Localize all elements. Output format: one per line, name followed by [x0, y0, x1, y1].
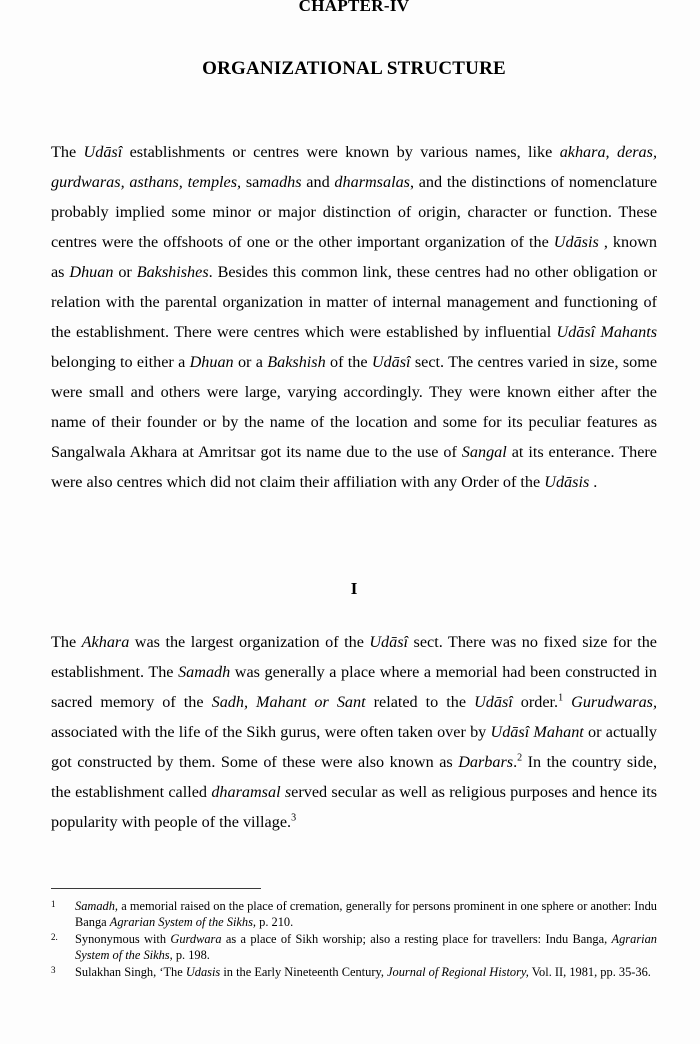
footnote-marker: 2. [51, 931, 58, 942]
section-one-paragraph: The Akhara was the largest organization of the Udāsî sect. There was no fixed size for the establishment. The Samadh was generally a place where a memorial had been constructed in sacred memory of the Sadh, Mahant or Sant related to the Udāsî order.$^1$ Gurudwaras, associated with the life of the Sikh gurus, were often taken over by Udāsî Mahant or actually got constructed by them. Some of these were also known as Darbars.$^2$ In the country side, the establishment called dharamsal served secular as well as religious purposes and hence its popularity with people of the village.$^3$ [51, 633, 658, 831]
footnote-text: Sulakhan Singh, ‘The Udasis in the Early Nineteenth Century, Journal of Regional History, Vol. II, 1981, pp. 35-36. [75, 964, 651, 979]
intro-paragraph: The Udāsî establishments or centres were known by various names, like akhara, deras, gurdwaras, asthans, temples, samadhs and dharmsalas, and the distinctions of nomenclature probably implied some minor or major distinction of origin, character or function. These centres were the offshoots of one or the other important organization of the Udāsis , known as Dhuan or Bakshishes. Besides this common link, these centres had no other obligation or relation with the parental organization in matter of internal management and functioning of the establishment. There were centres which were established by influential Udāsî Mahants belonging to either a Dhuan or a Bakshish of the Udāsî sect. The centres varied in size, some were small and others were large, varying accordingly. They were known either after the name of their founder or by the name of the location and some for its peculiar features as Sangalwala Akhara at Amritsar got its name due to the use of Sangal at its enterance. There were also centres which did not claim their affiliation with any Order of the Udāsis . [51, 143, 658, 491]
footnote-list [51, 898, 657, 980]
footnote-item [51, 931, 657, 964]
footnote-separator-rule [51, 888, 261, 889]
footnote-text: Samadh, a memorial raised on the place of cremation, generally for persons prominent in one sphere or another: Indu Banga Agrarian System of the Sikhs, p. 210. [75, 899, 657, 930]
page-content [51, 0, 658, 831]
footnote-marker: 1 [51, 899, 56, 909]
footnote-item [51, 964, 657, 980]
chapter-label: CHAPTER-IV [298, 0, 410, 15]
footnote-item [51, 898, 657, 931]
footnote-marker: 3 [51, 964, 56, 975]
section-marker-one: I [350, 579, 358, 598]
footnote-area [51, 888, 657, 980]
footnote-text: Synonymous with Gurdwara as a place of Sikh worship; also a resting place for travellers: Indu Banga, Agrarian System of the Sikhs, p. 198. [75, 931, 657, 963]
page-title: ORGANIZATIONAL STRUCTURE [202, 58, 506, 79]
